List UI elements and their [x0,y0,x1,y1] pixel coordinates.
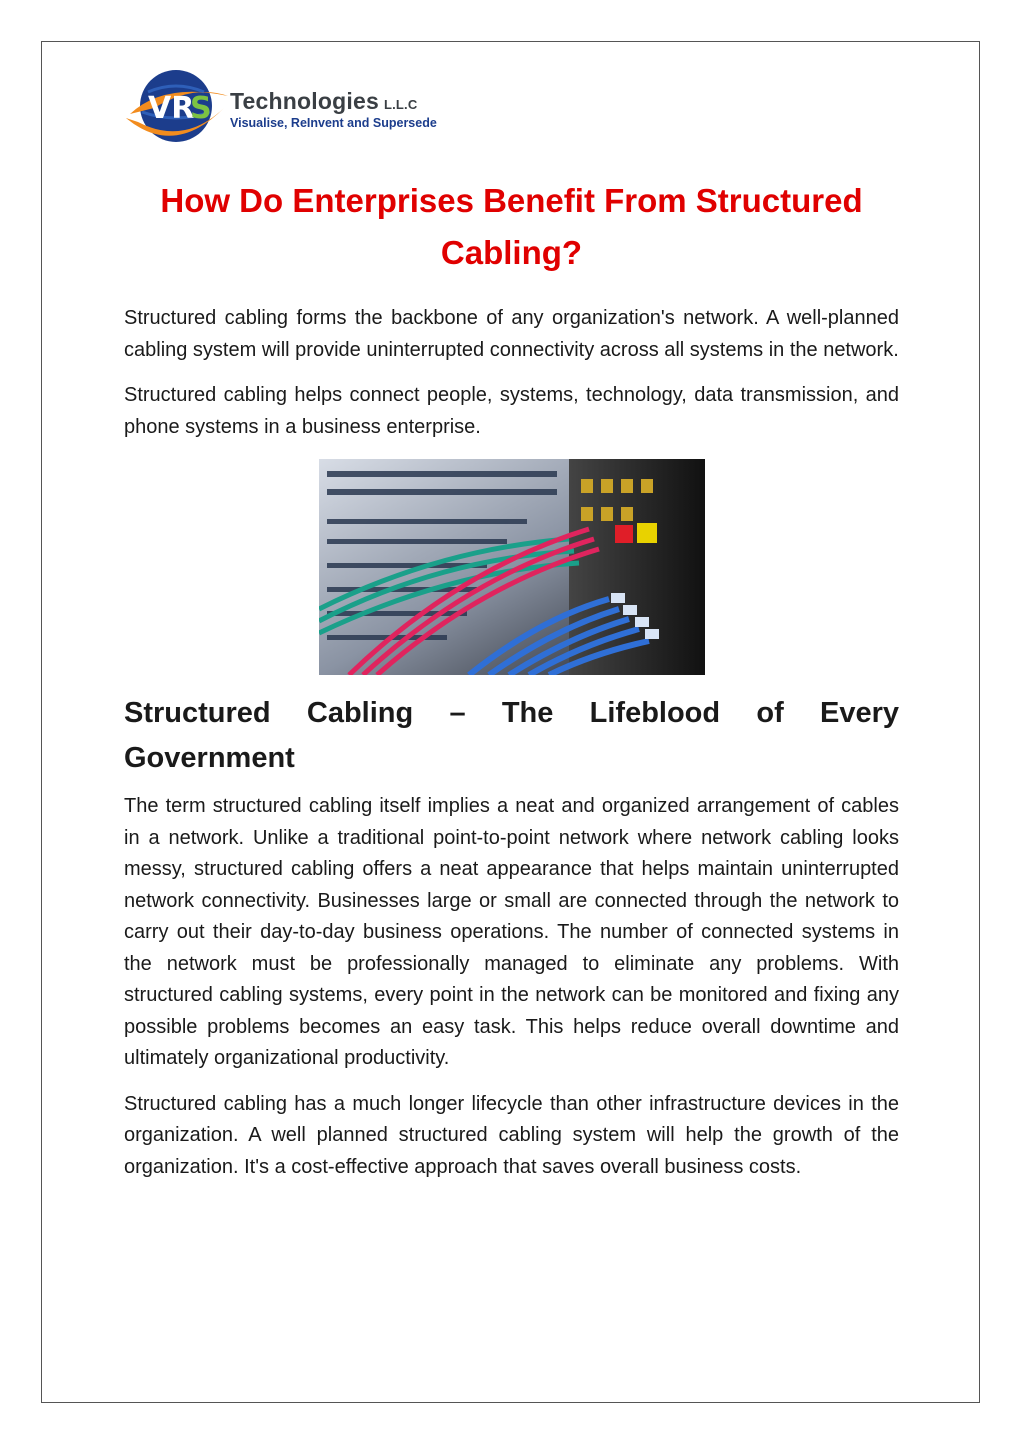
company-suffix: L.L.C [383,97,418,112]
brand-mark-vr: VR [148,91,195,126]
section-paragraph-1: The term structured cabling itself implies a neat and organized arrangement of cables in a network. Unlike a traditional point-to-point network where network cabling looks messy, structured cabling offers a neat appearance that helps maintain uninterrupted network connectivity. Businesses large or small are connected through the network to carry out their day-to-day business operations. The number of connected systems in the network must be professionally managed to eliminate any problems. With structured cabling systems, every point in the network can be monitored and fixing any possible problems becomes an easy task. This helps reduce overall downtime and ultimately organizational productivity. [124,795,899,1069]
intro-paragraph-2: Structured cabling helps connect people, systems, technology, data transmission, and phone systems in a business enterprise. [124,384,899,438]
intro-paragraph-1: Structured cabling forms the backbone of any organization's network. A well-planned cabling system will provide uninterrupted connectivity across all systems in the network. [124,307,899,361]
company-tagline: Visualise, ReInvent and Supersede [230,116,437,130]
globe-logo-icon [124,62,234,152]
section-heading: Structured Cabling – The Lifeblood of Every Government [124,697,899,774]
article-title: How Do Enterprises Benefit From Structured Cabling? [160,182,863,271]
network-cables-photo [319,459,705,675]
company-logo[interactable] [124,62,437,152]
article-body [124,175,899,1197]
company-name: Technologies L.L.C [230,88,418,114]
brand-mark-s: S [190,91,212,126]
section-paragraph-2: Structured cabling has a much longer lifecycle than other infrastructure devices in the organization. A well planned structured cabling system will help the growth of the organization. It's a cost-effective approach that saves overall business costs. [124,1092,899,1178]
